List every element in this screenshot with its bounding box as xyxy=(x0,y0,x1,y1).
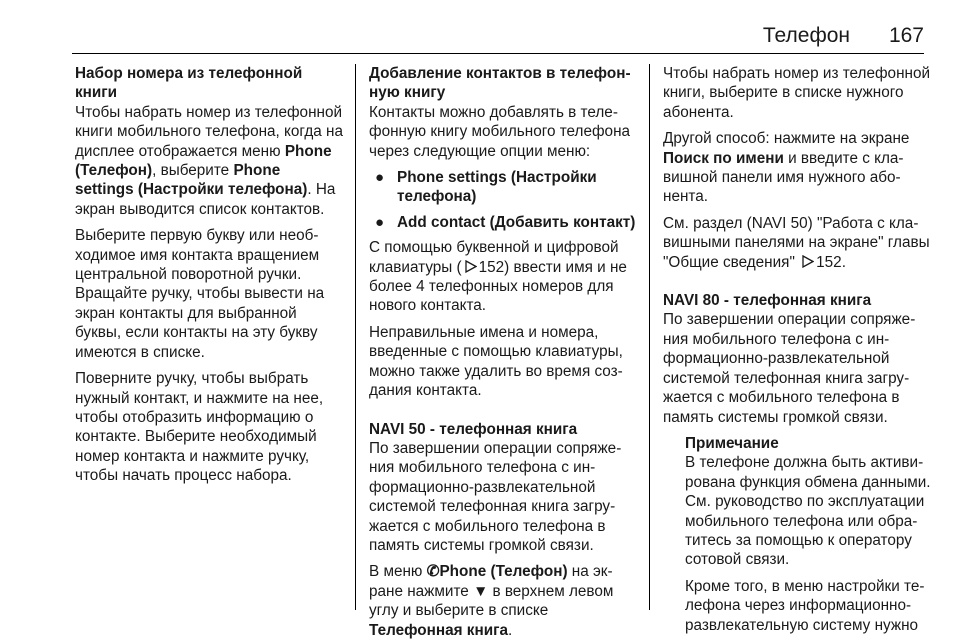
page-ref: 152 xyxy=(816,253,842,271)
section-heading: Добавление контактов в телефонную книгу xyxy=(369,65,631,102)
menu-term: Поиск по имени xyxy=(663,149,784,167)
bullet-icon: ● xyxy=(375,169,385,187)
paragraph xyxy=(663,129,933,207)
text: . xyxy=(507,621,513,639)
paragraph: Неправильные имена и номера, введенные с помощью клавиатуры, можно также удалить во время создания контакта. xyxy=(369,323,623,400)
paragraph: Выберите первую букву или необходимое имя контакта вращением центральной поворотной ручки. Вращайте ручку, чтобы вывести на экран контакты для выбранной буквы, если контакты на эту букву имеются в списке. xyxy=(75,227,325,361)
text: . xyxy=(841,253,846,271)
section-heading: Набор номера из телефонной книги xyxy=(75,65,303,102)
text: Другой способ: нажмите на экране xyxy=(663,130,910,148)
menu-term: Phone settings (Настройки телефона) xyxy=(75,162,308,199)
phone-icon: ✆ xyxy=(426,563,440,581)
page-ref: 152 xyxy=(478,258,505,276)
paragraph xyxy=(369,562,637,640)
menu-term: Phone (Телефон) xyxy=(439,563,568,581)
text: В меню xyxy=(369,563,427,581)
text: и введите с клавишной панели имя нужного абонента. xyxy=(663,149,904,206)
text: См. раздел (NAVI 50) "Работа с клавишными панелями на экране" главы "Общие сведения" xyxy=(663,214,930,271)
text: С помощью буквенной и цифровой клавиатуры ( xyxy=(369,239,619,276)
text: Чтобы набрать номер из телефонной книги мобильного телефона, когда на дисплее отображается меню xyxy=(75,103,343,160)
paragraph: По завершении операции сопряжения мобильного телефона с информационно-развлекательной системой телефонная книга загружается с мобильного телефона в память системы громкой связи. xyxy=(369,439,622,554)
paragraph xyxy=(75,103,343,219)
text: на экране нажмите xyxy=(369,563,613,600)
paragraph: Чтобы набрать номер из телефонной книги, выберите в списке нужного абонента. xyxy=(663,65,931,121)
column-1 xyxy=(75,64,343,493)
list-item-label: Add contact (Добавить контакт) xyxy=(397,213,636,231)
page-reference-icon xyxy=(801,255,814,268)
paragraph: В телефоне должна быть активирована функция обмена данными. См. руководство по эксплуатации мобильного телефона или обратитесь за помощью к оператору сотовой связи. xyxy=(685,454,931,569)
list-item-label: Phone settings (Настройки телефона) xyxy=(397,169,597,206)
paragraph: По завершении операции сопряжения мобильного телефона с информационно-развлекательной системой телефонная книга загружается с мобильного телефона в память системы громкой связи. xyxy=(663,311,916,426)
header-divider xyxy=(72,53,924,54)
text: . На экран выводится список контактов. xyxy=(75,181,336,218)
column-divider-1 xyxy=(355,64,356,610)
column-3 xyxy=(663,64,933,642)
page-reference-icon xyxy=(464,260,477,273)
header-title: Телефон xyxy=(762,24,850,47)
note-block xyxy=(663,434,933,635)
paragraph: Поверните ручку, чтобы выбрать нужный контакт, и нажмите на нее, чтобы отобразить информацию о контакте. Выберите необходимый номер контакта и нажмите ручку, чтобы начать процесс набора. xyxy=(75,370,324,485)
paragraph: Кроме того, в меню настройки телефона через информационно-развлекательную систему нужно xyxy=(685,577,925,634)
column-divider-2 xyxy=(649,64,650,610)
text: ) ввести имя и не более 4 телефонных номеров для нового контакта. xyxy=(369,258,627,315)
text: , выберите xyxy=(152,162,234,180)
paragraph xyxy=(663,214,933,272)
text: в верхнем левом углу и выберите в списке xyxy=(369,582,614,620)
triangle-down-icon: ▼ xyxy=(473,582,489,600)
menu-term: Телефонная книга xyxy=(369,621,508,639)
list-item xyxy=(369,168,637,207)
column-2 xyxy=(369,64,637,642)
paragraph xyxy=(369,238,637,316)
page-number: 167 xyxy=(888,24,924,47)
section-heading: NAVI 80 - телефонная книга xyxy=(663,292,872,310)
note-title: Примечание xyxy=(685,434,779,452)
list-item xyxy=(369,213,637,232)
section-heading: NAVI 50 - телефонная книга xyxy=(369,420,578,438)
menu-term: Phone (Телефон) xyxy=(75,142,332,180)
paragraph: Контакты можно добавлять в телефонную книгу мобильного телефона через следующие опции меню: xyxy=(369,103,631,160)
bullet-icon: ● xyxy=(375,213,385,231)
page-header xyxy=(0,24,960,56)
